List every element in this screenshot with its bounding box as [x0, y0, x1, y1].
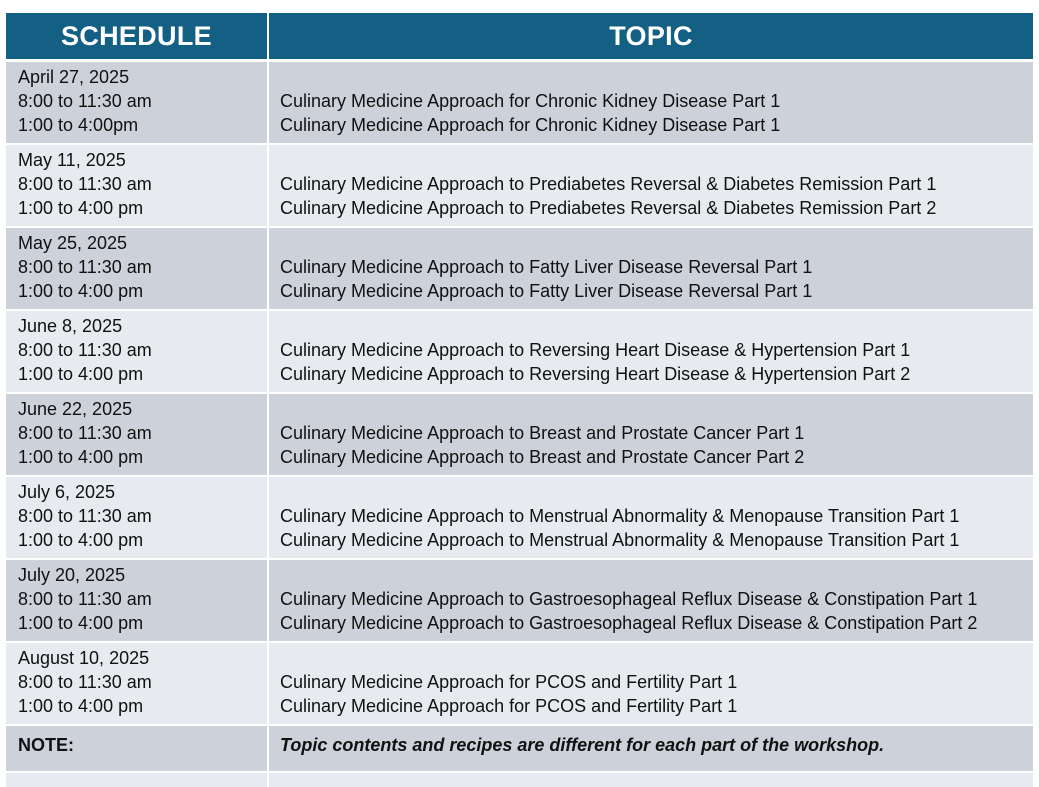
topic-cell: [269, 477, 1033, 560]
row-topic-part-a: Culinary Medicine Approach to Reversing Heart Disease & Hypertension Part 1: [280, 340, 911, 360]
empty-row: [6, 773, 1033, 787]
table-row: [6, 228, 1033, 311]
note-row: [6, 726, 1033, 773]
schedule-table: [6, 13, 1033, 787]
row-time-morning: 8:00 to 11:30 am: [18, 174, 152, 194]
row-time-afternoon: 1:00 to 4:00 pm: [18, 198, 144, 218]
row-time-morning: 8:00 to 11:30 am: [18, 672, 152, 692]
topic-cell: [269, 228, 1033, 311]
row-time-morning: 8:00 to 11:30 am: [18, 340, 152, 360]
row-date: May 25, 2025: [18, 233, 128, 253]
row-topic-part-a: Culinary Medicine Approach to Fatty Liver Disease Reversal Part 1: [280, 257, 813, 277]
row-time-morning: 8:00 to 11:30 am: [18, 506, 152, 526]
header-row: [6, 13, 1033, 62]
row-topic-part-b: Culinary Medicine Approach for PCOS and Fertility Part 1: [280, 696, 738, 716]
topic-cell: [269, 560, 1033, 643]
schedule-column-header: SCHEDULE: [6, 13, 269, 62]
row-topic-part-b: Culinary Medicine Approach to Menstrual Abnormality & Menopause Transition Part 1: [280, 530, 960, 550]
row-time-afternoon: 1:00 to 4:00 pm: [18, 447, 144, 467]
schedule-cell: [6, 477, 269, 560]
row-date: April 27, 2025: [18, 67, 130, 87]
topic-cell: [269, 311, 1033, 394]
row-date: June 8, 2025: [18, 316, 123, 336]
note-text: Topic contents and recipes are different for each part of the workshop.: [269, 726, 1033, 773]
topic-column-header: TOPIC: [269, 13, 1033, 62]
row-topic-part-a: Culinary Medicine Approach to Prediabetes Reversal & Diabetes Remission Part 1: [280, 174, 937, 194]
row-time-afternoon: 1:00 to 4:00pm: [18, 115, 139, 135]
note-label: NOTE:: [6, 726, 269, 773]
schedule-cell: [6, 643, 269, 726]
schedule-cell: [6, 62, 269, 145]
row-date: July 6, 2025: [18, 482, 116, 502]
row-time-afternoon: 1:00 to 4:00 pm: [18, 613, 144, 633]
row-topic-part-a: Culinary Medicine Approach to Gastroesophageal Reflux Disease & Constipation Part 1: [280, 589, 978, 609]
table-row: [6, 145, 1033, 228]
row-topic-part-b: Culinary Medicine Approach to Prediabetes Reversal & Diabetes Remission Part 2: [280, 198, 937, 218]
table-row: [6, 394, 1033, 477]
table-row: [6, 643, 1033, 726]
row-date: July 20, 2025: [18, 565, 126, 585]
row-time-morning: 8:00 to 11:30 am: [18, 423, 152, 443]
row-topic-part-a: Culinary Medicine Approach for PCOS and Fertility Part 1: [280, 672, 738, 692]
schedule-cell: [6, 311, 269, 394]
topic-cell: [269, 62, 1033, 145]
row-time-afternoon: 1:00 to 4:00 pm: [18, 696, 144, 716]
table-row: [6, 560, 1033, 643]
row-topic-part-b: Culinary Medicine Approach to Breast and Prostate Cancer Part 2: [280, 447, 805, 467]
row-date: June 22, 2025: [18, 399, 133, 419]
table-row: [6, 62, 1033, 145]
table-row: [6, 311, 1033, 394]
row-time-morning: 8:00 to 11:30 am: [18, 91, 152, 111]
table-row: [6, 477, 1033, 560]
row-date: May 11, 2025: [18, 150, 126, 170]
schedule-cell: [6, 228, 269, 311]
row-topic-part-a: Culinary Medicine Approach for Chronic Kidney Disease Part 1: [280, 91, 781, 111]
row-time-afternoon: 1:00 to 4:00 pm: [18, 530, 144, 550]
empty-cell: [6, 773, 269, 787]
row-time-afternoon: 1:00 to 4:00 pm: [18, 281, 144, 301]
row-time-afternoon: 1:00 to 4:00 pm: [18, 364, 144, 384]
row-time-morning: 8:00 to 11:30 am: [18, 257, 152, 277]
schedule-cell: [6, 145, 269, 228]
topic-cell: [269, 145, 1033, 228]
row-topic-part-a: Culinary Medicine Approach to Menstrual Abnormality & Menopause Transition Part 1: [280, 506, 960, 526]
row-topic-part-b: Culinary Medicine Approach to Gastroesophageal Reflux Disease & Constipation Part 2: [280, 613, 978, 633]
row-topic-part-b: Culinary Medicine Approach to Fatty Liver Disease Reversal Part 1: [280, 281, 813, 301]
topic-cell: [269, 394, 1033, 477]
row-topic-part-b: Culinary Medicine Approach for Chronic Kidney Disease Part 1: [280, 115, 781, 135]
topic-cell: [269, 643, 1033, 726]
schedule-cell: [6, 394, 269, 477]
row-topic-part-b: Culinary Medicine Approach to Reversing Heart Disease & Hypertension Part 2: [280, 364, 911, 384]
row-time-morning: 8:00 to 11:30 am: [18, 589, 152, 609]
row-topic-part-a: Culinary Medicine Approach to Breast and Prostate Cancer Part 1: [280, 423, 805, 443]
empty-cell: [269, 773, 1033, 787]
schedule-cell: [6, 560, 269, 643]
row-date: August 10, 2025: [18, 648, 150, 668]
